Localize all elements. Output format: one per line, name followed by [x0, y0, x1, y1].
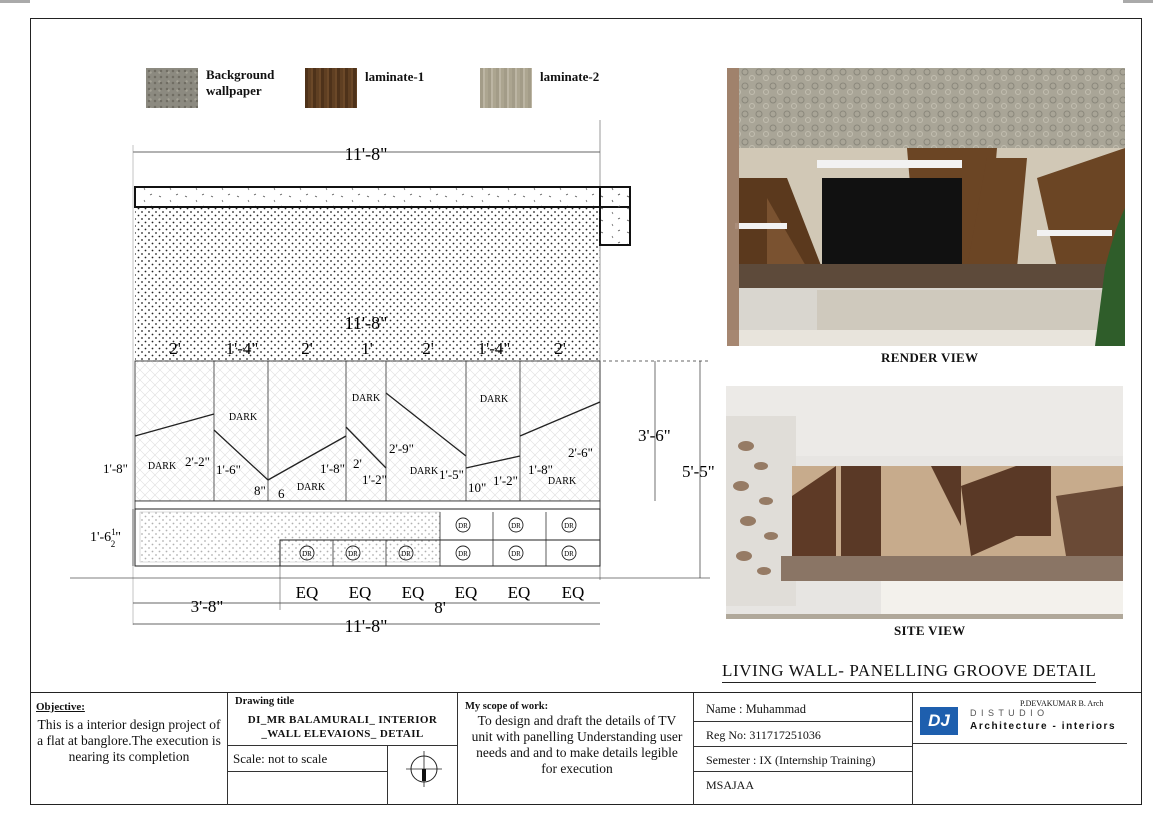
ceiling-drop-beam — [600, 187, 630, 245]
scope-heading: My scope of work: — [465, 701, 549, 712]
panel-width-6: 1'-4" — [477, 339, 511, 358]
height-dim-2: 2'-2" — [185, 454, 210, 469]
drawer-label: DR — [564, 522, 574, 530]
eq-label-2: EQ — [348, 583, 372, 602]
semester-info: Semester : IX (Internship Training) — [706, 753, 876, 767]
dim-top-width: 11'-8" — [344, 144, 388, 164]
dark-label-3: DARK — [296, 482, 326, 493]
render-view-caption: RENDER VIEW — [881, 350, 979, 365]
drawer-label: DR — [511, 522, 521, 530]
height-dim-3: 1'-6" — [216, 462, 241, 477]
height-dim-6: 1'-8" — [320, 461, 345, 476]
panel-width-3: 2' — [301, 339, 313, 358]
scope-text: To design and draft the details of TV unit with panelling Understanding user needs and and to make details legible for execution — [471, 713, 683, 776]
dim-left-segment: 3'-8" — [190, 597, 224, 616]
height-dim-8: 1'-2" — [362, 472, 387, 487]
drawer-label: DR — [564, 550, 574, 558]
firm-subtitle: Architecture - interiors — [970, 721, 1117, 732]
firm-name: D I S T U D I O — [970, 708, 1046, 718]
sheet-title: LIVING WALL- PANELLING GROOVE DETAIL — [722, 661, 1096, 683]
dark-label-7: DARK — [547, 476, 577, 487]
site-view-image — [726, 386, 1123, 619]
dim-total-height: 5'-5" — [682, 462, 715, 481]
render-view-image — [727, 68, 1125, 346]
drawer-label: DR — [401, 550, 411, 558]
college-name: MSAJAA — [706, 778, 755, 792]
eq-label-4: EQ — [454, 583, 478, 602]
registration-number: Reg No: 311717251036 — [706, 728, 821, 742]
dark-label-5: DARK — [409, 466, 439, 477]
wallpaper-area — [135, 207, 600, 360]
legend-label-laminate-2: laminate-2 — [540, 69, 600, 84]
dim-right-segment: 8' — [434, 598, 446, 617]
drawing-title-heading: Drawing title — [235, 696, 295, 707]
panel-width-4: 1' — [361, 339, 373, 358]
title-block — [30, 692, 1142, 805]
site-view-caption: SITE VIEW — [894, 623, 966, 638]
drawer-label: DR — [458, 550, 468, 558]
drawer-label: DR — [348, 550, 358, 558]
dark-label-1: DARK — [147, 461, 177, 472]
eq-label-3: EQ — [401, 583, 425, 602]
drawer-label: DR — [511, 550, 521, 558]
height-dim-7: 2' — [353, 456, 362, 471]
drawer-label: DR — [458, 522, 468, 530]
legend-label-wallpaper: Background wallpaper — [206, 67, 275, 98]
north-arrow-icon — [402, 747, 446, 791]
panel-width-7: 2' — [554, 339, 566, 358]
height-dim-10: 1'-5" — [439, 467, 464, 482]
panel-width-5: 2' — [422, 339, 434, 358]
legend-label-laminate-1: laminate-1 — [365, 69, 425, 84]
firm-person: P.DEVAKUMAR B. Arch — [1020, 699, 1104, 708]
height-dim-13: 1'-8" — [528, 462, 553, 477]
panel-width-1: 2' — [169, 339, 181, 358]
height-dim-12: 1'-2" — [493, 473, 518, 488]
drawing-title: DI_MR BALAMURALI_ INTERIOR _WALL ELEVAIONS_ DETAIL — [247, 714, 438, 740]
dark-label-2: DARK — [228, 412, 258, 423]
height-dim-11: 10" — [468, 480, 487, 495]
dark-label-4: DARK — [351, 393, 381, 404]
dark-label-6: DARK — [479, 394, 509, 405]
height-dim-9: 2'-9" — [389, 441, 414, 456]
eq-label-1: EQ — [295, 583, 319, 602]
height-dim-1: 1'-8" — [103, 461, 128, 476]
panel-width-2: 1'-4" — [225, 339, 259, 358]
ceiling-slab — [135, 187, 630, 207]
dim-mid-width: 11'-8" — [344, 313, 388, 333]
height-dim-5: 6 — [278, 486, 285, 501]
dim-bottom-width: 11'-8" — [344, 616, 388, 636]
eq-label-5: EQ — [507, 583, 531, 602]
objective-heading: Objective: — [36, 701, 85, 713]
height-dim-4: 8" — [254, 483, 266, 498]
height-dim-14: 2'-6" — [568, 445, 593, 460]
drawer-label: DR — [302, 550, 312, 558]
eq-label-6: EQ — [561, 583, 585, 602]
objective-text: This is a interior design project of a flat at banglore.The execution is nearing its completion — [37, 717, 221, 764]
dim-cabinet-height: $1'-6^1$ 2" — [90, 527, 121, 549]
student-name: Name : Muhammad — [706, 702, 806, 716]
scale-text: Scale: not to scale — [233, 751, 328, 766]
firm-logo: DJ — [920, 707, 958, 735]
dim-panel-height: 3'-6" — [638, 426, 671, 445]
